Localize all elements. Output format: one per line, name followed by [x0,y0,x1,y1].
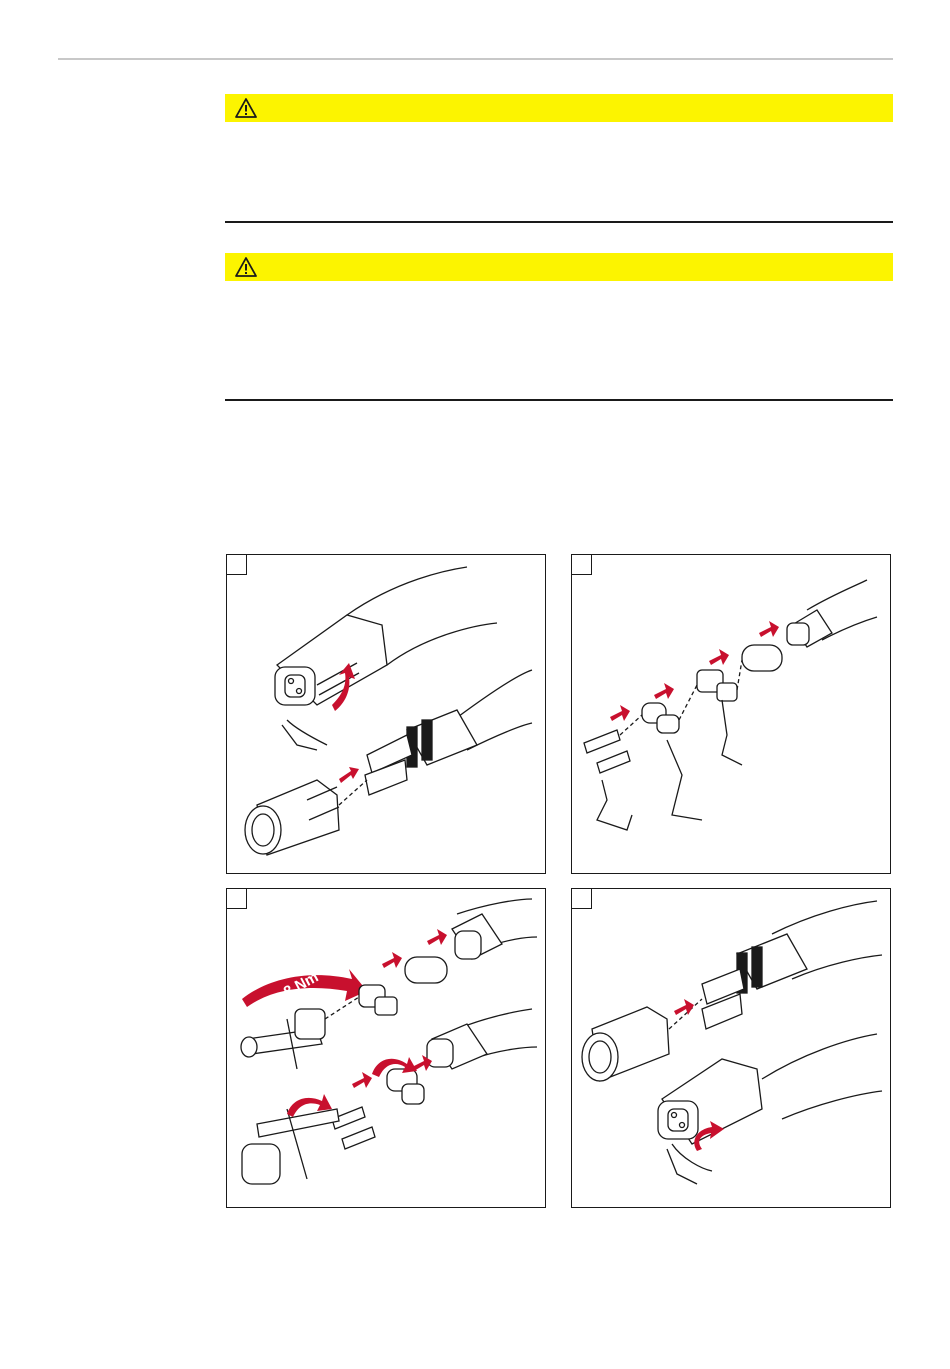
torch-reassembly-illustration [572,889,892,1209]
warning-bar-1 [225,94,893,122]
section-divider-2 [225,399,893,401]
step-3-figure [226,888,546,1208]
torque-assembly-illustration [227,889,547,1209]
warning-triangle-icon [235,257,257,277]
step-2-figure [571,554,891,874]
step-1-figure [226,554,546,874]
warning-bar-2 [225,253,893,281]
step-4-figure [571,888,891,1208]
section-divider-1 [225,221,893,223]
torch-disassembly-illustration [227,555,547,875]
warning-triangle-icon [235,98,257,118]
torque-label: 8 Nm [280,968,322,1001]
header-rule [58,58,893,60]
consumables-removal-illustration [572,555,892,875]
